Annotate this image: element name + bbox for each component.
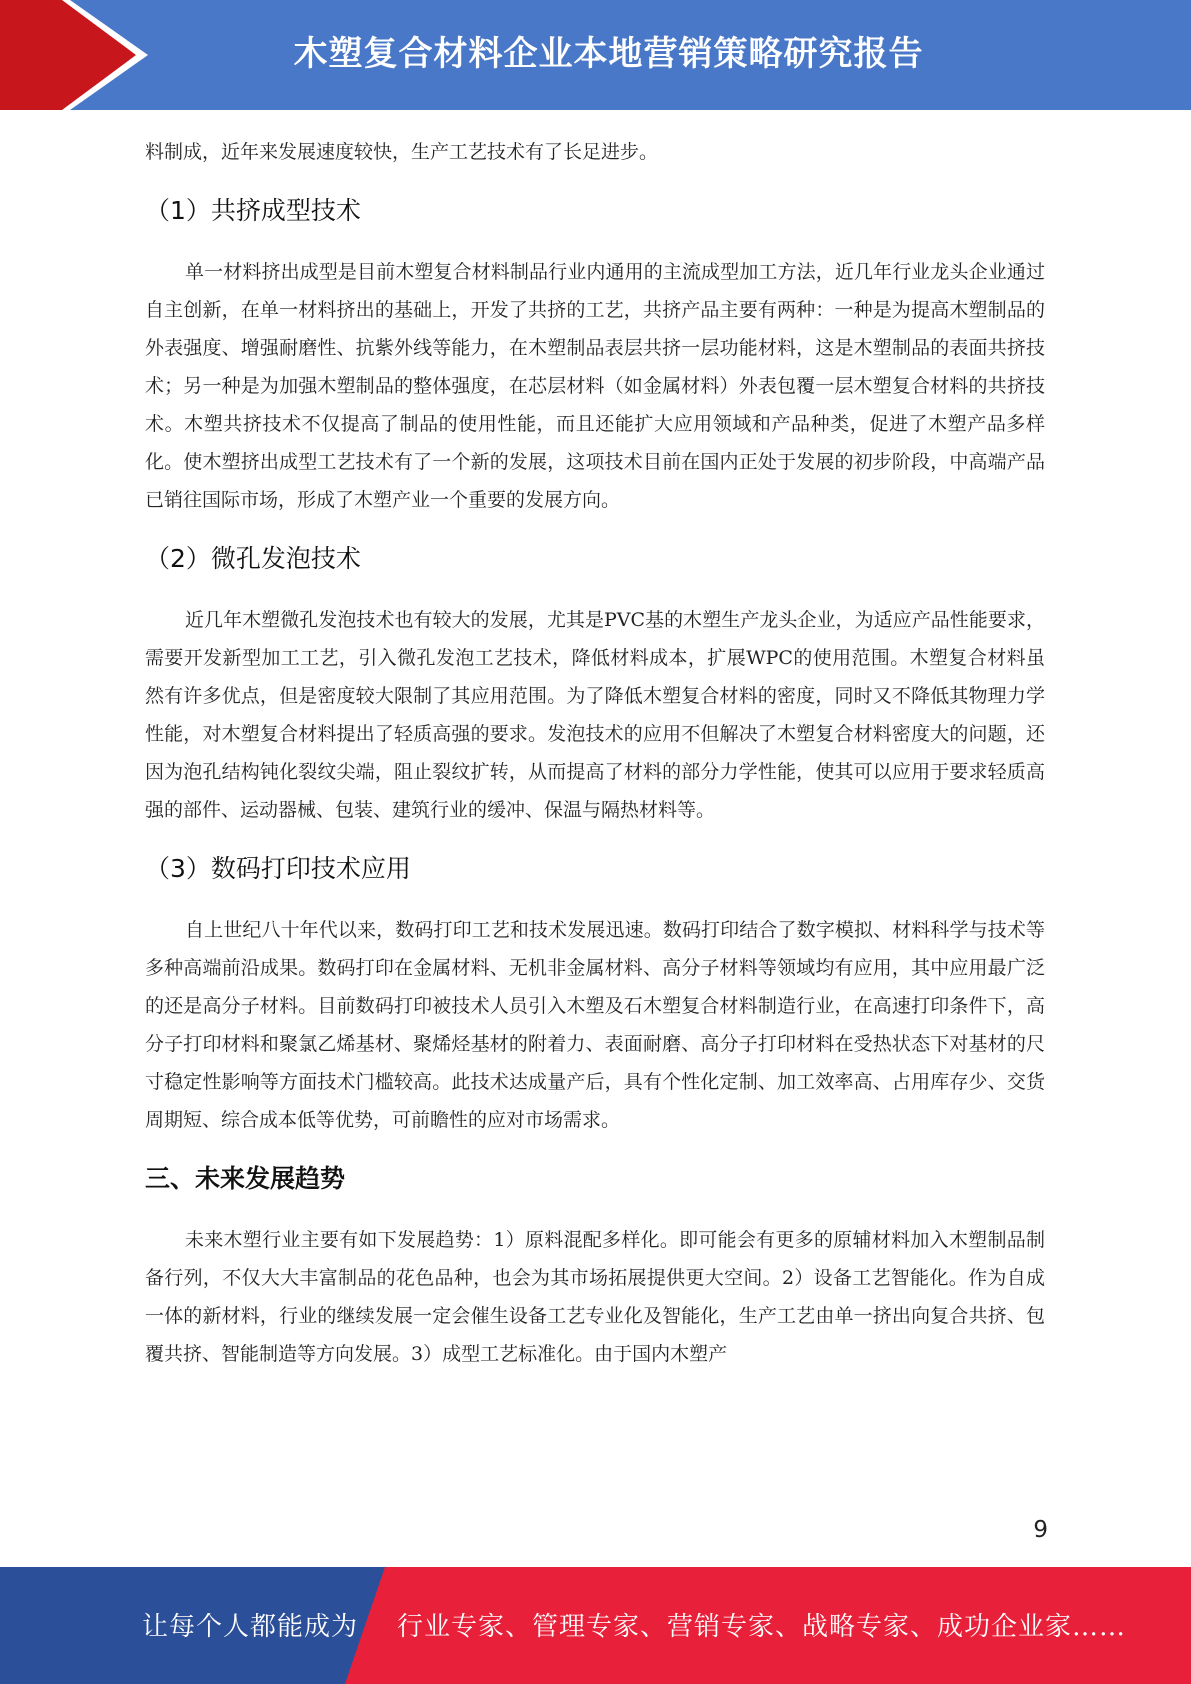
section-3-heading: （3）数码打印技术应用 [145, 854, 411, 883]
section-4-paragraph: 未来木塑行业主要有如下发展趋势：1）原料混配多样化。即可能会有更多的原辅材料加入木塑制品制备行列，不仅大大丰富制品的花色品种，也会为其市场拓展提供更大空间。2）设备工艺智能化。作为自成一体的新材料，行业的继续发展一定会催生设备工艺专业化及智能化，生产工艺由单一挤出向复合共挤、包覆共挤、智能制造等方向发展。3）成型工艺标准化。由于国内木塑产 [145, 1229, 1045, 1365]
page-footer [0, 1567, 1191, 1684]
section-4-heading: 三、未来发展趋势 [145, 1164, 346, 1193]
page-number: 9 [1033, 1517, 1048, 1543]
section-2-heading: （2）微孔发泡技术 [145, 544, 361, 573]
section-1-paragraph: 单一材料挤出成型是目前木塑复合材料制品行业内通用的主流成型加工方法，近几年行业龙头企业通过自主创新，在单一材料挤出的基础上，开发了共挤的工艺，共挤产品主要有两种：一种是为提高木塑制品的外表强度、增强耐磨性、抗紫外线等能力，在木塑制品表层共挤一层功能材料，这是木塑制品的表面共挤技术；另一种是为加强木塑制品的整体强度，在芯层材料（如金属材料）外表包覆一层木塑复合材料的共挤技术。木塑共挤技术不仅提高了制品的使用性能，而且还能扩大应用领域和产品种类，促进了木塑产品多样化。使木塑挤出成型工艺技术有了一个新的发展，这项技术目前在国内正处于发展的初步阶段，中高端产品已销往国际市场，形成了木塑产业一个重要的发展方向。 [145, 261, 1045, 511]
footer-slogan-right: 行业专家、管理专家、营销专家、战略专家、成功企业家…… [397, 1612, 1127, 1642]
section-2-paragraph: 近几年木塑微孔发泡技术也有较大的发展，尤其是PVC基的木塑生产龙头企业，为适应产品性能要求，需要开发新型加工工艺，引入微孔发泡工艺技术，降低材料成本，扩展WPC的使用范围。木塑复合材料虽然有许多优点，但是密度较大限制了其应用范围。为了降低木塑复合材料的密度，同时又不降低其物理力学性能，对木塑复合材料提出了轻质高强的要求。发泡技术的应用不但解决了木塑复合材料密度大的问题，还因为泡孔结构钝化裂纹尖端，阻止裂纹扩转，从而提高了材料的部分力学性能，使其可以应用于要求轻质高强的部件、运动器械、包装、建筑行业的缓冲、保温与隔热材料等。 [145, 609, 1045, 821]
section-1-heading: （1）共挤成型技术 [145, 196, 361, 225]
intro-paragraph: 料制成，近年来发展速度较快，生产工艺技术有了长足进步。 [145, 141, 659, 163]
report-title: 木塑复合材料企业本地营销策略研究报告 [293, 34, 924, 74]
page-content [145, 133, 1045, 1373]
footer-slogan-left: 让每个人都能成为 [142, 1612, 359, 1642]
page-header [0, 0, 1191, 110]
section-3-paragraph: 自上世纪八十年代以来，数码打印工艺和技术发展迅速。数码打印结合了数字模拟、材料科学与技术等多种高端前沿成果。数码打印在金属材料、无机非金属材料、高分子材料等领域均有应用，其中应用最广泛的还是高分子材料。目前数码打印被技术人员引入木塑及石木塑复合材料制造行业，在高速打印条件下，高分子打印材料和聚氯乙烯基材、聚烯烃基材的附着力、表面耐磨、高分子打印材料在受热状态下对基材的尺寸稳定性影响等方面技术门槛较高。此技术达成量产后，具有个性化定制、加工效率高、占用库存少、交货周期短、综合成本低等优势，可前瞻性的应对市场需求。 [145, 919, 1045, 1131]
